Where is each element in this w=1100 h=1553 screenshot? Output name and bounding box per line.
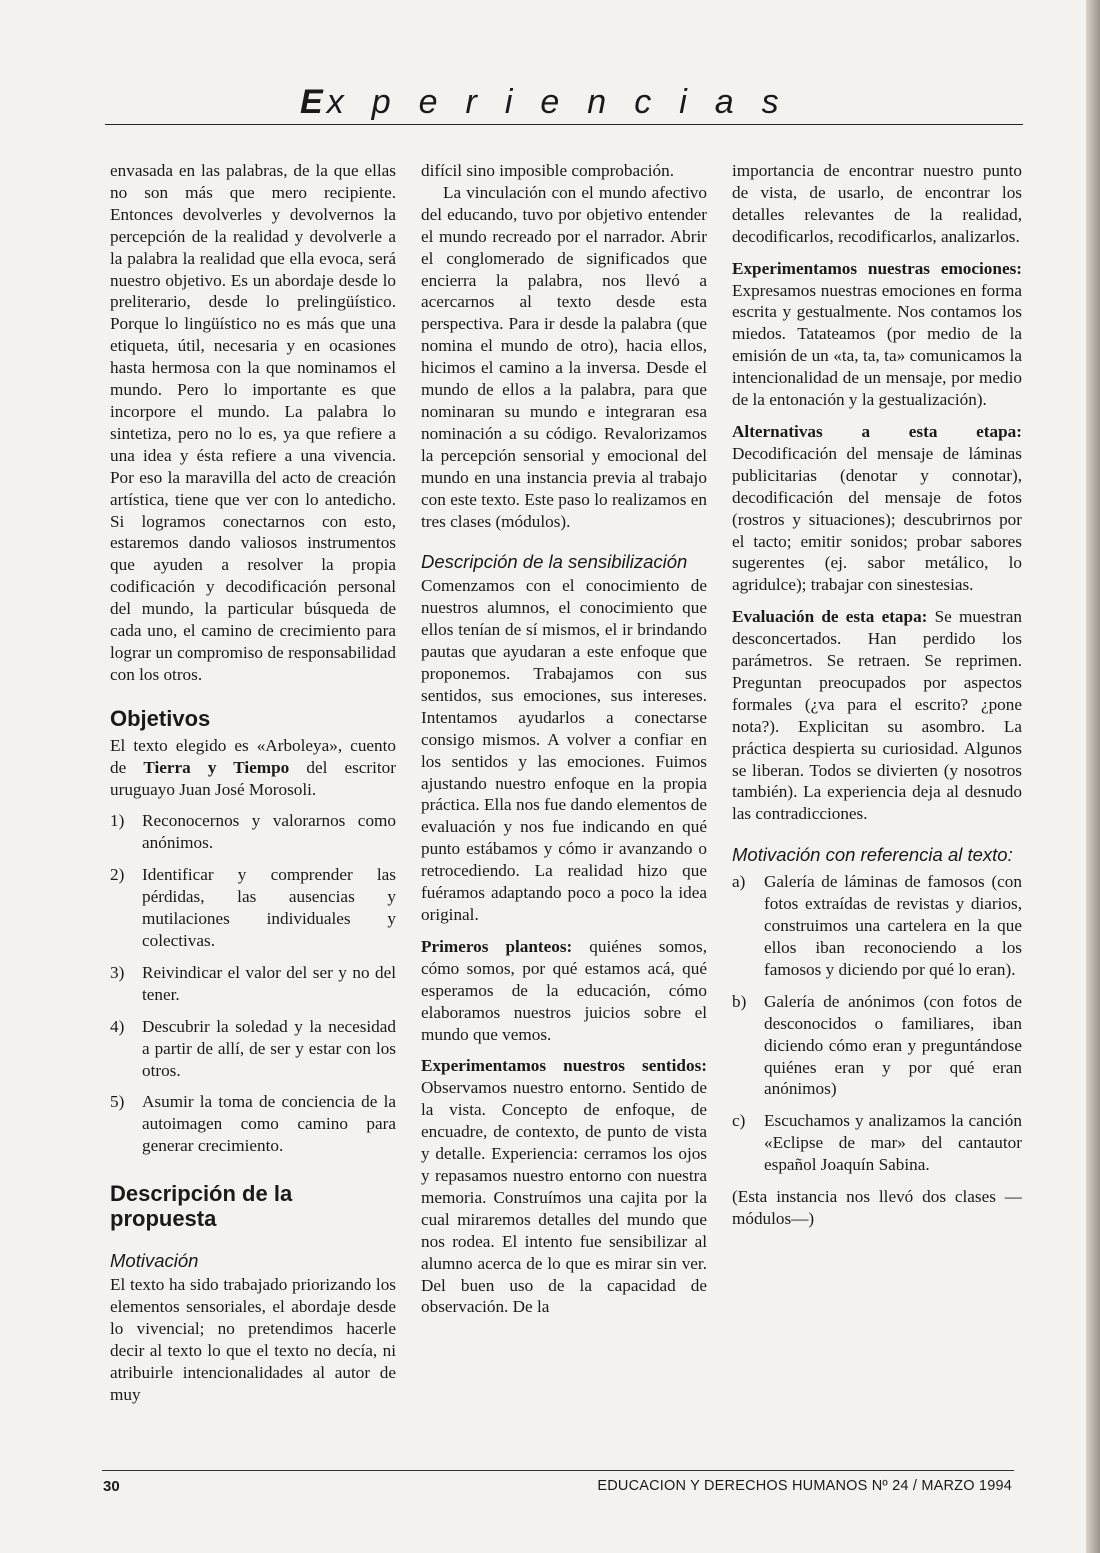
list-item (732, 871, 1022, 981)
list-item-number: 3) (110, 962, 125, 982)
list-item-number: 4) (110, 1016, 125, 1036)
motivacion-text: El texto ha sido trabajado priorizando los elementos sensoriales, el abordaje desde lo vivencial; no pretendimos hacerle decir al texto lo que el texto no decía, ni atribuirle intencionalidades al autor de muy (110, 1275, 396, 1404)
closing-note: (Esta instancia nos llevó dos clases —módulos—) (732, 1187, 1022, 1228)
col1-paragraph-1: envasada en las palabras, de la que ellas no son más que mero recipiente. Entonces devolverles y devolvernos la percepción de la realidad y devolverle a la palabra la realidad que ella evoca, será nuestro objetivo. Es un abordaje desde lo preliterario, desde lo prelingüístico. Porque lo lingüístico no es más que una etiqueta, útil, necesaria y en ocasiones hasta hermosa con la que nominamos el mundo. Pero lo importante es que incorpore el mundo. La palabra lo sintetiza, pero no lo es, ya que refiere a una idea y ésta refiere a una vivencia. Por eso la maravilla del acto de creación artística, tiene que ver con lo antedicho. Si logramos conectarnos con esto, estaremos dando valiosos instrumentos que ayuden a resolver la propia codificación y decodificación personal del mundo, la particular búsqueda de cada uno, el camino de crecimiento para lograr un compromiso de responsabilidad con los otros. (110, 161, 396, 684)
list-item-text: Galería de láminas de famosos (con fotos extraídas de revistas y diarios, construimos una cartelera en la que ellos iban reconociendo a los famosos y diciendo por qué lo eran). (764, 872, 1022, 979)
objetivos-intro-bold: Tierra y Tiempo (143, 757, 290, 777)
list-item-letter: a) (732, 872, 746, 892)
experimentamos-emociones (732, 258, 1022, 411)
emociones-label: Experimentamos nuestras emociones: (732, 258, 1022, 278)
footer-rule (102, 1470, 1014, 1471)
list-item-text: Escuchamos y analizamos la canción «Eclipse de mar» del cantautor español Joaquín Sabina. (764, 1111, 1022, 1175)
list-item-text: Reconocernos y valorarnos como anónimos. (142, 811, 396, 853)
list-item (110, 810, 396, 854)
list-item (732, 1110, 1022, 1176)
column-1 (110, 160, 396, 1416)
publication-footer: EDUCACION Y DERECHOS HUMANOS Nº 24 / MARZO 1994 (597, 1478, 1012, 1494)
alternativas-text: Decodificación del mensaje de láminas publicitarias (denotar y connotar), decodificación del mensaje de fotos (rostros y situaciones); descubrirnos por el tacto; emitir sonidos; probar sabores sugerentes (ej. sabor metálico, lo agridulce); trabajar con sinestesias. (732, 443, 1022, 595)
header-rule (105, 124, 1023, 125)
list-item (110, 1091, 396, 1157)
col2-paragraph-2: La vinculación con el mundo afectivo del educando, tuvo por objetivo entender el mundo recreado por el narrador. Abrir el conglomerado de significados que encierra la palabra, nos llevó a acercarnos al texto desde esta perspectiva. Para ir desde la palabra (que nomina el mundo de otro), hacia ellos, hicimos el camino a la inversa. Desde el mundo de ellos a la palabra, para que nominaran su mundo e integraran esa nominación a su código. Revalorizamos la percepción sensorial y emocional del mundo en una instancia previa al trabajo con este texto. Este paso lo realizamos en tres clases (módulos). (421, 182, 707, 531)
page-binding-edge (1086, 0, 1100, 1553)
section-title (300, 82, 840, 122)
objetivos-intro (110, 735, 396, 801)
col2-paragraph-1: difícil sino imposible comprobación. (421, 161, 674, 180)
list-item-text: Asumir la toma de conciencia de la autoimagen como camino para generar crecimiento. (142, 1092, 396, 1156)
list-item (110, 864, 396, 952)
objetivos-list (110, 810, 396, 1157)
heading-descripcion-propuesta: Descripción de la propuesta (110, 1181, 293, 1232)
heading-objetivos: Objetivos (110, 705, 211, 731)
section-title-rest: xperiencias (326, 83, 807, 121)
list-item-letter: c) (732, 1111, 746, 1131)
list-item-text: Identificar y comprender las pérdidas, las ausencias y mutilaciones individuales y colectivas. (142, 865, 396, 950)
primeros-planteos-label: Primeros planteos: (421, 936, 573, 956)
column-2 (421, 160, 707, 1328)
heading-sensibilizacion: Descripción de la sensibilización (421, 551, 688, 573)
objetivos-intro-a: El texto elegido es «Arboleya», cuento de (110, 735, 396, 777)
emociones-text: Expresamos nuestras emociones en forma escrita y gestualmente. Nos contamos los miedos. Tatateamos (por medio de la emisión de un «ta, ta, ta» comunicamos la intencionalidad de un mensaje, por medio de la entonación y la gestualización). (732, 280, 1022, 410)
heading-motivacion: Motivación (110, 1250, 199, 1272)
evaluacion-etapa (732, 606, 1022, 825)
motivacion-list (732, 871, 1022, 1176)
primeros-planteos (421, 936, 707, 1046)
list-item-text: Galería de anónimos (con fotos de desconocidos o familiares, iban diciendo cómo eran y preguntándose quiénes eran y por qué eran anónimos) (764, 991, 1022, 1099)
page-number: 30 (103, 1478, 120, 1495)
list-item-number: 5) (110, 1092, 125, 1112)
experimentamos-sentidos (421, 1055, 707, 1318)
alternativas-label: Alternativas a esta etapa: (732, 421, 1022, 441)
list-item (110, 1016, 396, 1082)
sensibilizacion-text: Comenzamos con el conocimiento de nuestros alumnos, el conocimiento que ellos tenían de sí mismos, el ir brindando pautas que ayudaran a este enfoque que proponemos. Trabajamos con sus sentidos, sus emociones, sus intereses. Intentamos ayudarlos a conectarse consigo mismos. A volver a confiar en los sentidos y las emociones. Fuimos ajustando nuestro enfoque en la propia práctica. Ella nos fue dando elementos de evaluación y nos fue indicando en qué punto estábamos y cómo ir avanzando o retrocediendo. La realidad hizo que fuéramos adaptando poco a poco la idea original. (421, 576, 707, 924)
alternativas-etapa (732, 421, 1022, 596)
list-item-number: 1) (110, 811, 125, 831)
list-item-text: Descubrir la soledad y la necesidad a partir de allí, de ser y estar con los otros. (142, 1016, 396, 1080)
list-item-text: Reivindicar el valor del ser y no del tener. (142, 962, 396, 1004)
evaluacion-label: Evaluación de esta etapa: (732, 607, 928, 627)
sentidos-label: Experimentamos nuestros sentidos: (421, 1056, 707, 1076)
evaluacion-text: Se muestran desconcertados. Han perdido los parámetros. Se retraen. Se reprimen. Preguntan preocupados por aspectos formales (¿va para el escrito? ¿pone nota?). Explicitan su asombro. La práctica despierta su curiosidad. Algunos se liberan. Todos se divierten (y nosotros también). La experiencia deja al desnudo las contradicciones. (732, 607, 1022, 824)
list-item (110, 962, 396, 1006)
list-item-letter: b) (732, 991, 747, 1011)
sentidos-text: Observamos nuestro entorno. Sentido de la vista. Concepto de enfoque, de encuadre, de contexto, de punto de vista y detalle. Experiencia: cerramos los ojos y repasamos nuestro entorno con nuestra memoria. Construímos una cajita por la cual miraremos detalles del mundo que nos rodea. El intento fue sensibilizar al alumno acerca de lo que es mirar sin ver. Del buen uso de la capacidad de observación. De la (421, 1078, 707, 1317)
list-item-number: 2) (110, 865, 125, 885)
column-3 (732, 160, 1022, 1240)
list-item (732, 991, 1022, 1101)
section-title-initial: E (300, 83, 323, 121)
primeros-planteos-text: quiénes somos, cómo somos, por qué estamos acá, qué esperamos de la educación, cómo elaboramos nuestros juicios sobre el mundo que vemos. (421, 936, 708, 1044)
col3-paragraph-1: importancia de encontrar nuestro punto de vista, de usarlo, de encontrar los detalles relevantes de la realidad, decodificarlos, recodificarlos, analizarlos. (732, 161, 1022, 246)
heading-motivacion-texto: Motivación con referencia al texto: (732, 844, 1013, 866)
objetivos-intro-b: del escritor uruguayo Juan José Morosoli. (110, 757, 396, 799)
